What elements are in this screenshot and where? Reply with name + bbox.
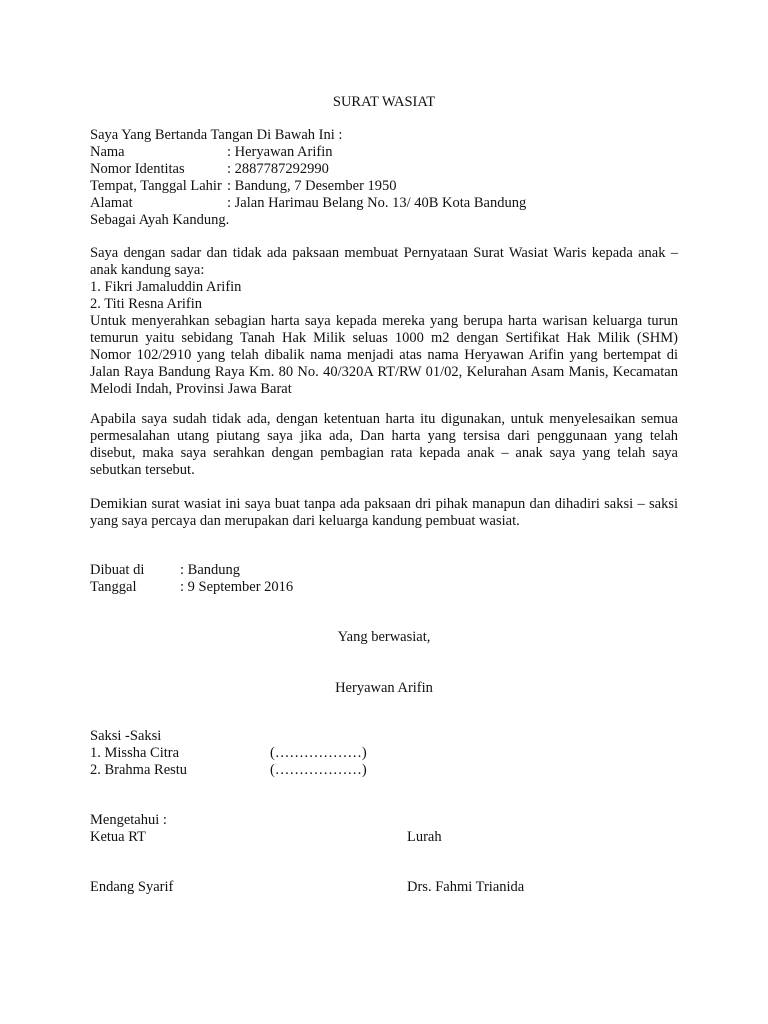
witness-name-1: 1. Missha Citra: [90, 745, 180, 761]
date-label: Tanggal: [90, 579, 137, 595]
document-title: SURAT WASIAT: [332, 94, 436, 110]
identity-value-id: : 2887787292990: [227, 161, 329, 177]
witness-heading: Saksi -Saksi: [90, 728, 162, 744]
official-name-lurah: Drs. Fahmi Trianida: [407, 879, 525, 895]
identity-label-birth: Tempat, Tanggal Lahir: [90, 178, 222, 194]
date-value: : 9 September 2016: [180, 579, 294, 595]
acknowledge-heading: Mengetahui :: [90, 812, 167, 828]
identity-value-address: : Jalan Harimau Belang No. 13/ 40B Kota Bandung: [227, 195, 527, 211]
intro-line: Saya Yang Bertanda Tangan Di Bawah Ini :: [90, 127, 343, 143]
identity-label-address: Alamat: [90, 195, 133, 211]
identity-value-name: : Heryawan Arifin: [227, 144, 333, 160]
place-label: Dibuat di: [90, 562, 145, 578]
inheritance-paragraph: Untuk menyerahkan sebagian harta saya kepada mereka yang berupa harta warisan keluarga turun temurun yaitu sebidang Tanah Hak Milik seluas 1000 m2 dengan Sertifikat Hak Milik (SHM) Nomor 102/2910 yang telah dibalik nama menjadi atas nama Heryawan Arifin yang bertempat di Jalan Raya Bandung Raya Km. 80 No. 40/320A RT/RW 01/02, Kelurahan Asam Manis, Kecamatan Melodi Indah, Provinsi Jawa Barat: [90, 313, 678, 397]
identity-label-name: Nama: [90, 144, 125, 160]
testator-label: Yang berwasiat,: [337, 629, 431, 645]
witness-signature-2: (………………): [270, 762, 367, 778]
official-title-rt: Ketua RT: [90, 829, 146, 845]
condition-paragraph: Apabila saya sudah tidak ada, dengan ketentuan harta itu digunakan, untuk menyelesaikan semua permesalahan utang piutang saya jika ada, Dan harta yang tersisa dari penggunaan yang telah disebut, maka saya serahkan dengan pembagian rata kepada anak – anak saya yang telah saya sebutkan tersebut.: [90, 411, 678, 478]
child-item-2: 2. Titi Resna Arifin: [90, 296, 202, 312]
identity-label-id: Nomor Identitas: [90, 161, 185, 177]
child-item-1: 1. Fikri Jamaluddin Arifin: [90, 279, 242, 295]
witness-name-2: 2. Brahma Restu: [90, 762, 188, 778]
witness-signature-1: (………………): [270, 745, 367, 761]
official-name-rt: Endang Syarif: [90, 879, 174, 895]
official-title-lurah: Lurah: [407, 829, 442, 845]
closing-paragraph: Demikian surat wasiat ini saya buat tanpa ada paksaan dri pihak manapun dan dihadiri saksi – saksi yang saya percaya dan merupakan dari keluarga kandung pembuat wasiat.: [90, 496, 678, 529]
identity-value-birth: : Bandung, 7 Desember 1950: [227, 178, 397, 194]
testator-name: Heryawan Arifin: [335, 680, 433, 696]
role-line: Sebagai Ayah Kandung.: [90, 212, 230, 228]
statement-paragraph: Saya dengan sadar dan tidak ada paksaan membuat Pernyataan Surat Wasiat Waris kepada anak – anak kandung saya:: [90, 245, 678, 278]
place-value: : Bandung: [180, 562, 241, 578]
